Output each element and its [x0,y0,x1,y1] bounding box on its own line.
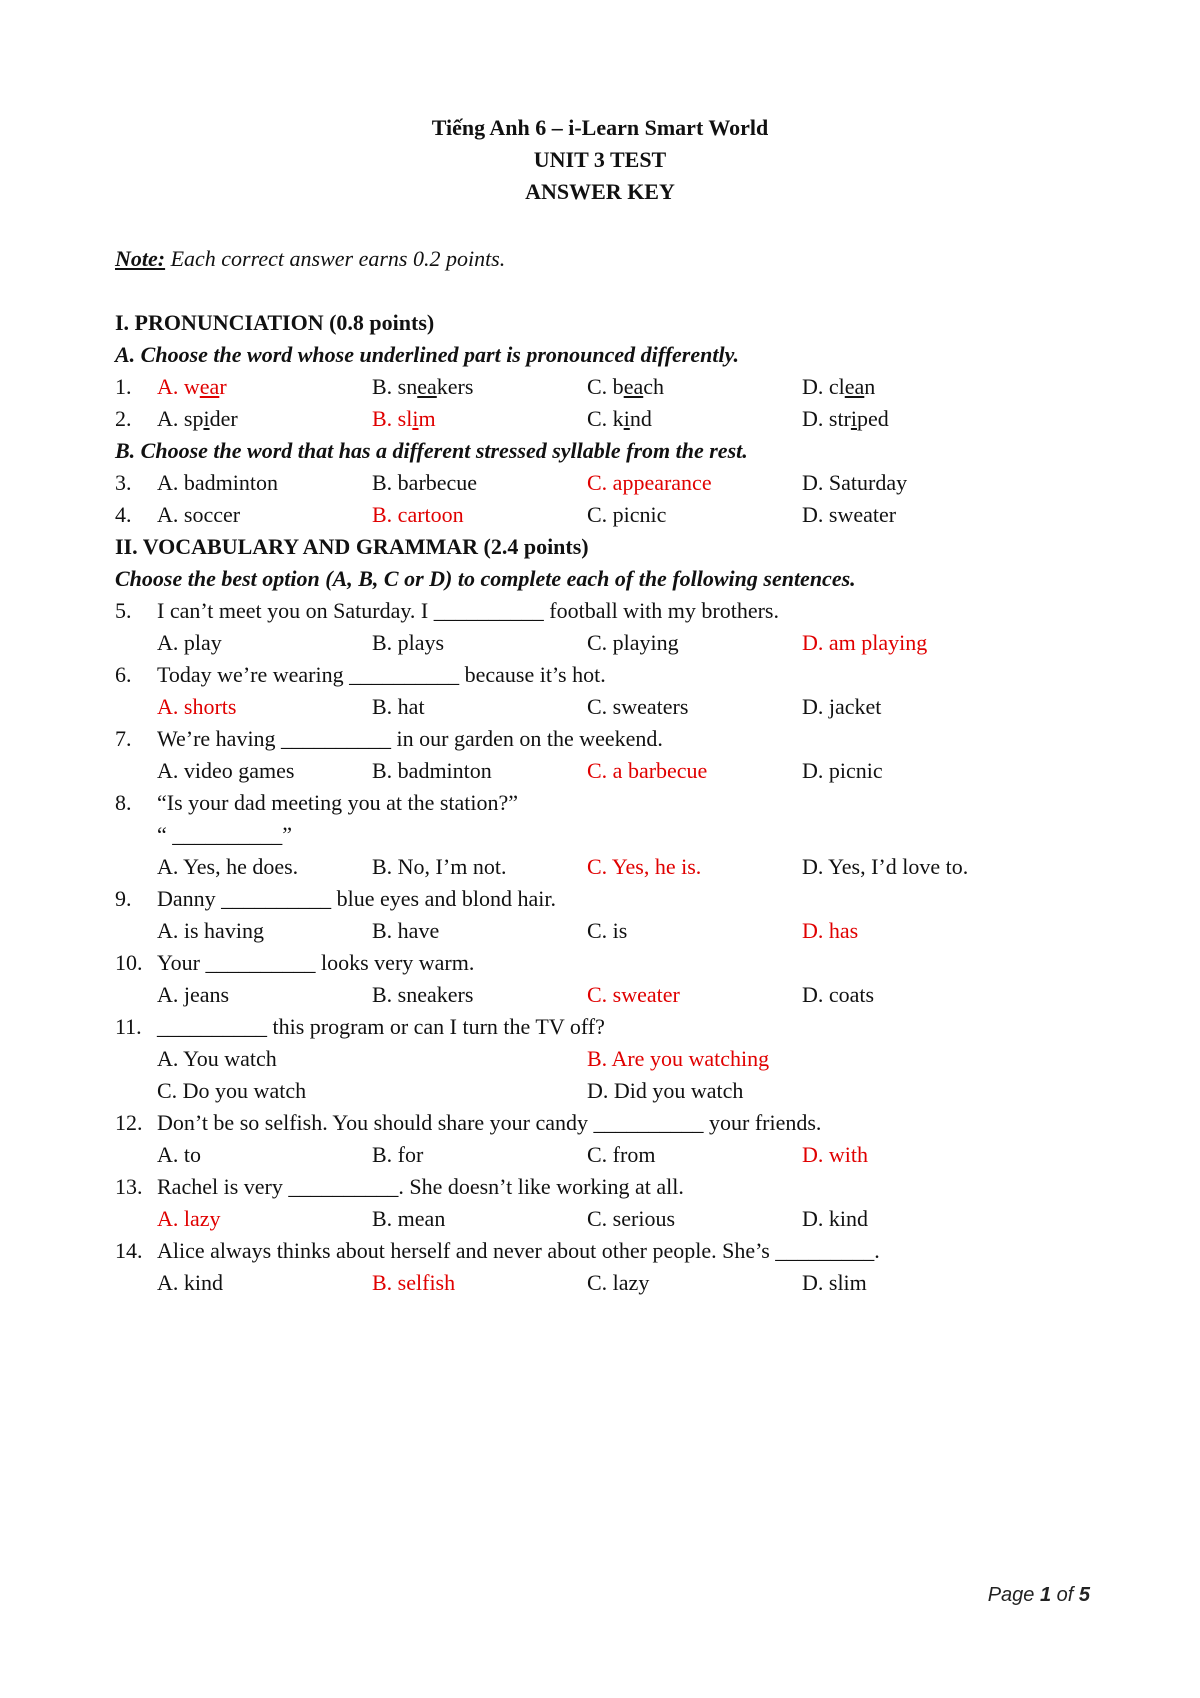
option-text-start: A. badminton [157,470,278,495]
page-current: 1 [1039,1584,1052,1606]
answer-option: B. for [372,1142,424,1167]
answer-option: D. slim [802,1270,867,1295]
answer-option [157,467,278,499]
question-stem [115,883,1115,915]
question-text: Alice always thinks about herself and never about other people. She’s _________. [157,1238,880,1263]
question-stem [115,659,1115,691]
answer-option: D. kind [802,1206,868,1231]
pronunciation-question-row [115,403,1115,435]
pronunciation-question-row [115,371,1115,403]
question-number: 2. [115,406,132,431]
question-number: 12. [115,1110,143,1135]
correct-option: A. shorts [157,694,237,719]
question-text: __________ this program or can I turn the TV off? [157,1014,605,1039]
answer-option: B. sneakers [372,982,474,1007]
answer-option: A. You watch [157,1046,277,1071]
answer-option: A. kind [157,1270,223,1295]
question-text: Rachel is very __________. She doesn’t like working at all. [157,1174,684,1199]
question-text: Your __________ looks very warm. [157,950,475,975]
answer-option [372,467,477,499]
answer-option: A. Yes, he does. [157,854,299,879]
answer-option: A. is having [157,918,264,943]
vocabulary-questions [115,595,1115,1299]
options-row [115,915,1115,947]
option-text-end: ped [857,406,889,431]
options-row [115,851,1115,883]
answer-option: B. hat [372,694,425,719]
answer-option: C. is [587,918,628,943]
vocabulary-instruction: Choose the best option (A, B, C or D) to complete each of the following sentences. [115,566,856,591]
answer-option: B. No, I’m not. [372,854,507,879]
answer-option [802,403,889,435]
answer-option: C. lazy [587,1270,650,1295]
correct-option: B. Are you watching [587,1046,770,1071]
correct-option [587,467,712,499]
options-row [115,1203,1115,1235]
question-number: 5. [115,598,132,623]
document-title: Tiếng Anh 6 – i-Learn Smart World [431,115,769,140]
underlined-part: i [203,406,210,431]
correct-option: D. with [802,1142,868,1167]
pronunciation-part-b-instruction: B. Choose the word that has a different stressed syllable from the rest. [115,438,748,463]
answer-option: D. Yes, I’d love to. [802,854,969,879]
option-text-start: D. sweater [802,502,897,527]
question-stem [115,1011,1115,1043]
underlined-part: ea [199,374,220,399]
note-line [115,243,1115,275]
option-text-start: B. cartoon [372,502,464,527]
question-number: 11. [115,1014,142,1039]
question-number: 13. [115,1174,143,1199]
question-stem [115,1107,1115,1139]
answer-option: A. play [157,630,222,655]
answer-option [802,499,896,531]
question-text: I can’t meet you on Saturday. I __________ football with my brothers. [157,598,779,623]
answer-key-title: ANSWER KEY [525,179,675,204]
option-text-end: r [219,374,227,399]
question-stem [115,787,1115,819]
answer-option: A. jeans [157,982,230,1007]
answer-option [157,499,240,531]
options-row [115,691,1115,723]
underlined-part: i [850,406,858,431]
answer-option: A. video games [157,758,295,783]
option-text-end: der [209,406,238,431]
answer-option [802,467,907,499]
option-text-start: D. str [802,406,851,431]
answer-option [587,403,652,435]
answer-option: D. jacket [802,694,882,719]
option-text-end: n [864,374,876,399]
question-number: 6. [115,662,132,687]
answer-option: B. badminton [372,758,492,783]
unit-title: UNIT 3 TEST [533,147,667,172]
correct-option [157,371,227,403]
pronunciation-part-a [115,371,1115,435]
option-text-start: C. picnic [587,502,667,527]
answer-option: B. mean [372,1206,446,1231]
pronunciation-question-row [115,499,1115,531]
note-text: Each correct answer earns 0.2 points. [165,246,506,271]
correct-option [372,403,436,435]
page-prefix: Page [987,1584,1040,1606]
correct-option: C. sweater [587,982,680,1007]
correct-option: C. a barbecue [587,758,708,783]
underlined-part: ea [844,374,865,399]
answer-option: C. sweaters [587,694,689,719]
option-text-start: C. appearance [587,470,712,495]
option-text-end: m [418,406,436,431]
answer-option [587,371,664,403]
option-text-start: A. w [157,374,200,399]
underlined-part: ea [623,374,644,399]
page-total: 5 [1078,1584,1090,1606]
option-text-start: B. barbecue [372,470,478,495]
answer-option [802,371,875,403]
note-label: Note: [115,246,166,271]
correct-option: A. lazy [157,1206,221,1231]
question-stem [115,1235,1115,1267]
answer-option: B. have [372,918,440,943]
document-header [0,112,1200,208]
spacer [115,275,1115,307]
option-text-end: kers [436,374,474,399]
page-mid: of [1051,1584,1079,1606]
pronunciation-part-a-instruction: A. Choose the word whose underlined part is pronounced differently. [115,342,740,367]
correct-option: C. Yes, he is. [587,854,702,879]
question-stem [115,723,1115,755]
correct-option: D. am playing [802,630,928,655]
correct-option: D. has [802,918,859,943]
question-number: 8. [115,790,132,815]
question-stem [115,947,1115,979]
question-number: 9. [115,886,132,911]
option-text-start: D. cl [802,374,845,399]
answer-option: B. plays [372,630,445,655]
option-text-start: C. b [587,374,624,399]
question-number: 3. [115,470,132,495]
question-reply: “ __________” [157,822,293,847]
question-number: 7. [115,726,132,751]
answer-option: C. serious [587,1206,675,1231]
option-text-end: nd [629,406,652,431]
question-stem [115,595,1115,627]
question-stem [115,1171,1115,1203]
answer-option: D. coats [802,982,875,1007]
option-text-start: B. sl [372,406,413,431]
question-number: 10. [115,950,143,975]
section-pronunciation-title: I. PRONUNCIATION (0.8 points) [115,310,435,335]
question-text: Today we’re wearing __________ because it’s hot. [157,662,606,687]
options-row [115,1043,1115,1075]
answer-option: C. from [587,1142,656,1167]
option-text-end: ch [643,374,664,399]
question-text: “Is your dad meeting you at the station?” [157,790,519,815]
question-text: We’re having __________ in our garden on the weekend. [157,726,663,751]
options-row [115,627,1115,659]
options-row [115,755,1115,787]
document-content [115,243,1115,1299]
option-text-start: D. Saturday [802,470,908,495]
answer-option: D. picnic [802,758,883,783]
answer-option [587,499,666,531]
section-vocabulary-title: II. VOCABULARY AND GRAMMAR (2.4 points) [115,534,589,559]
underlined-part: i [412,406,419,431]
answer-option: C. playing [587,630,679,655]
question-text: Danny __________ blue eyes and blond hair. [157,886,556,911]
question-number: 14. [115,1238,143,1263]
correct-option: B. selfish [372,1270,456,1295]
answer-option [372,371,473,403]
option-text-start: A. sp [157,406,204,431]
answer-option: C. Do you watch [157,1078,307,1103]
answer-option: D. Did you watch [587,1078,744,1103]
correct-option [372,499,464,531]
options-row [115,1267,1115,1299]
page-number [988,1584,1090,1607]
question-text: Don’t be so selfish. You should share your candy __________ your friends. [157,1110,822,1135]
pronunciation-question-row [115,467,1115,499]
options-row [115,979,1115,1011]
question-number: 4. [115,502,132,527]
pronunciation-part-b [115,467,1115,531]
option-text-start: A. soccer [157,502,241,527]
option-text-start: B. sn [372,374,418,399]
options-row [115,1139,1115,1171]
answer-option: A. to [157,1142,201,1167]
underlined-part: ea [417,374,437,399]
answer-option [157,403,238,435]
underlined-part: i [623,406,630,431]
options-row [115,1075,1115,1107]
option-text-start: C. k [587,406,624,431]
question-number: 1. [115,374,132,399]
